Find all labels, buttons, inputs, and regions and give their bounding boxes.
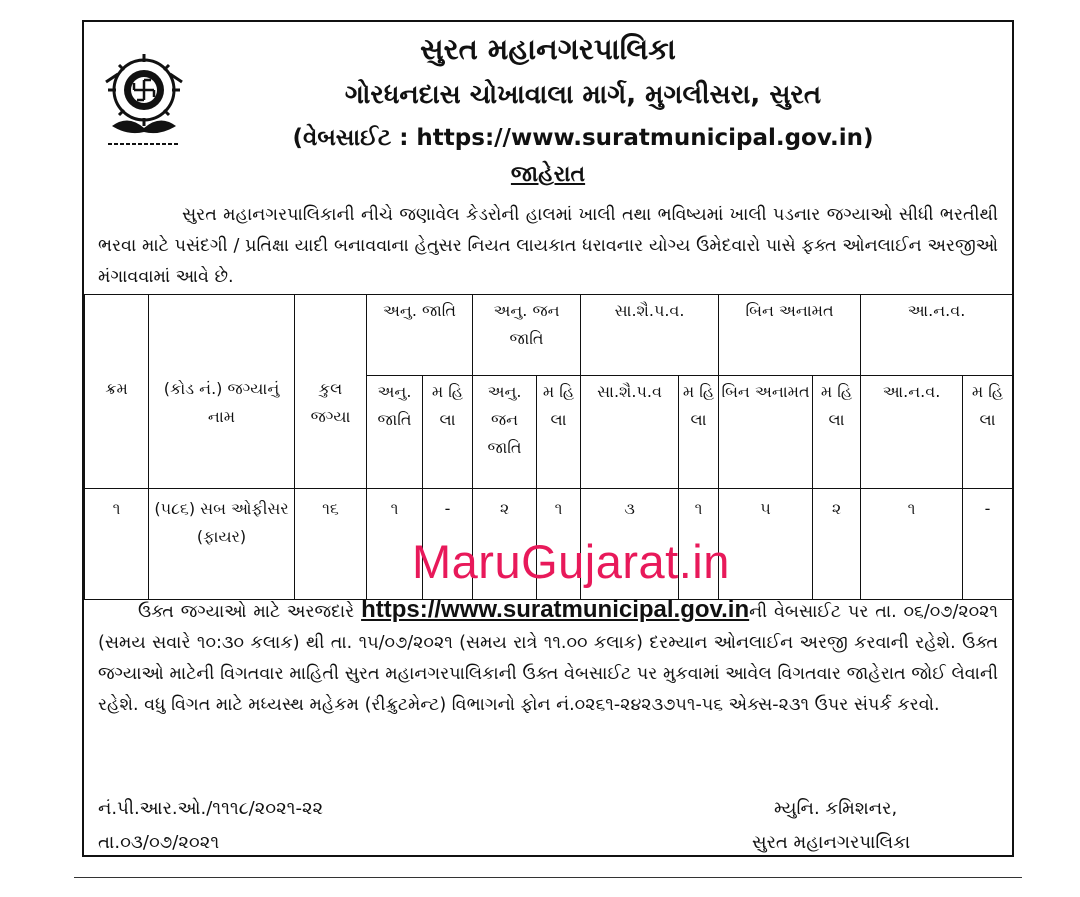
table-group-header-row [85, 295, 1013, 376]
header-serial: ક્રમ [85, 295, 149, 489]
header-sc-female: મ હિ લા [423, 376, 473, 489]
cell-st-female: ૧ [537, 489, 581, 600]
header-st-female: મ હિ લા [537, 376, 581, 489]
header-total: કુલ જગ્યા [295, 295, 367, 489]
notice-heading: જાહેરાત [510, 162, 586, 187]
header-ews-female: મ હિ લા [963, 376, 1013, 489]
cell-general: ૫ [719, 489, 813, 600]
cell-serial: ૧ [85, 489, 149, 600]
org-title: સુરત મહાનગરપાલિકા [420, 32, 676, 66]
cell-ews-female: - [963, 489, 1013, 600]
notice-frame [82, 20, 1014, 857]
header-sebc: સા.શૈ.પ.વ [581, 376, 679, 489]
org-address: ગોરધનદાસ ચોખાવાલા માર્ગ, મુગલીસરા, સુરત [344, 80, 822, 110]
signatory-org: સુરત મહાનગરપાલિકા [752, 832, 911, 853]
org-website: (વેબસાઈટ : https://www.suratmunicipal.gov.in) [292, 125, 874, 151]
group-sebc: સા.શૈ.પ.વ. [581, 295, 719, 376]
cell-st: ૨ [473, 489, 537, 600]
cell-sebc-female: ૧ [679, 489, 719, 600]
cell-general-female: ૨ [813, 489, 861, 600]
cell-sc: ૧ [367, 489, 423, 600]
bottom-divider [74, 877, 1022, 878]
reference-number: નં.પી.આર.ઓ./૧૧૧૮/૨૦૨૧-૨૨ [98, 798, 324, 819]
website-link[interactable]: https://www.suratmunicipal.gov.in [361, 596, 750, 623]
header-sc: અનુ. જાતિ [367, 376, 423, 489]
cell-total: ૧૬ [295, 489, 367, 600]
cell-sc-female: - [423, 489, 473, 600]
group-ews: આ.ન.વ. [861, 295, 1013, 376]
watermark-text: MaruGujarat.in [412, 535, 730, 588]
cell-sebc: ૩ [581, 489, 679, 600]
header-sebc-female: મ હિ લા [679, 376, 719, 489]
header-post: (કોડ નં.) જગ્યાનું નામ [149, 295, 295, 489]
footer-paragraph: ઉક્ત જગ્યાઓ માટે અરજદારે https://www.suratmunicipal.gov.inની વેબસાઈટ પર તા. ૦૬/૦૭/૨૦૨૧ (સમય સવારે ૧૦:૩૦ કલાક) થી તા. ૧૫/૦૭/૨૦૨૧ (સમય રાત્રે ૧૧.૦૦ કલાક) દરમ્યાન ઓનલાઈન અરજી કરવાની રહેશે. ઉક્ત જગ્યાઓ માટેની વિગતવાર માહિતી સુરત મહાનગરપાલિકાની ઉક્ત વેબસાઈટ પર મુકવામાં આવેલ વિગતવાર જાહેરાત જોઈ લેવાની રહેશે. વધુ વિગત માટે મધ્યસ્થ મહેકમ (રીક્રુટમેન્ટ) વિભાગનો ફોન નં.૦૨૬૧-૨૪૨૩૭૫૧-૫૬ એક્સ-૨૩૧ ઉપર સંપર્ક કરવો. [98, 596, 998, 715]
group-st: અનુ. જન જાતિ [473, 295, 581, 376]
header-general-female: મ હિ લા [813, 376, 861, 489]
cell-post: (૫૮૬) સબ ઓફીસર (ફાયર) [149, 489, 295, 600]
header-ews: આ.ન.વ. [861, 376, 963, 489]
header-st: અનુ. જન જાતિ [473, 376, 537, 489]
notice-date: તા.૦૩/૦૭/૨૦૨૧ [98, 832, 220, 853]
group-general: બિન અનામત [719, 295, 861, 376]
intro-paragraph: સુરત મહાનગરપાલિકાની નીચે જણાવેલ કેડરોની હાલમાં ખાલી તથા ભવિષ્યમાં ખાલી પડનાર જગ્યાઓ સીધી ભરતીથી ભરવા માટે પસંદગી / પ્રતિક્ષા યાદી બનાવવાના હેતુસર નિયત લાયકાત ધરાવનાર યોગ્ય ઉમેદવારો પાસે ફક્ત ઓનલાઈન અરજીઓ મંગાવવામાં આવે છે. [98, 205, 998, 287]
signatory-title: મ્યુનિ. કમિશનર, [774, 798, 898, 819]
cell-ews: ૧ [861, 489, 963, 600]
group-sc: અનુ. જાતિ [367, 295, 473, 376]
header-general: બિન અનામત [719, 376, 813, 489]
